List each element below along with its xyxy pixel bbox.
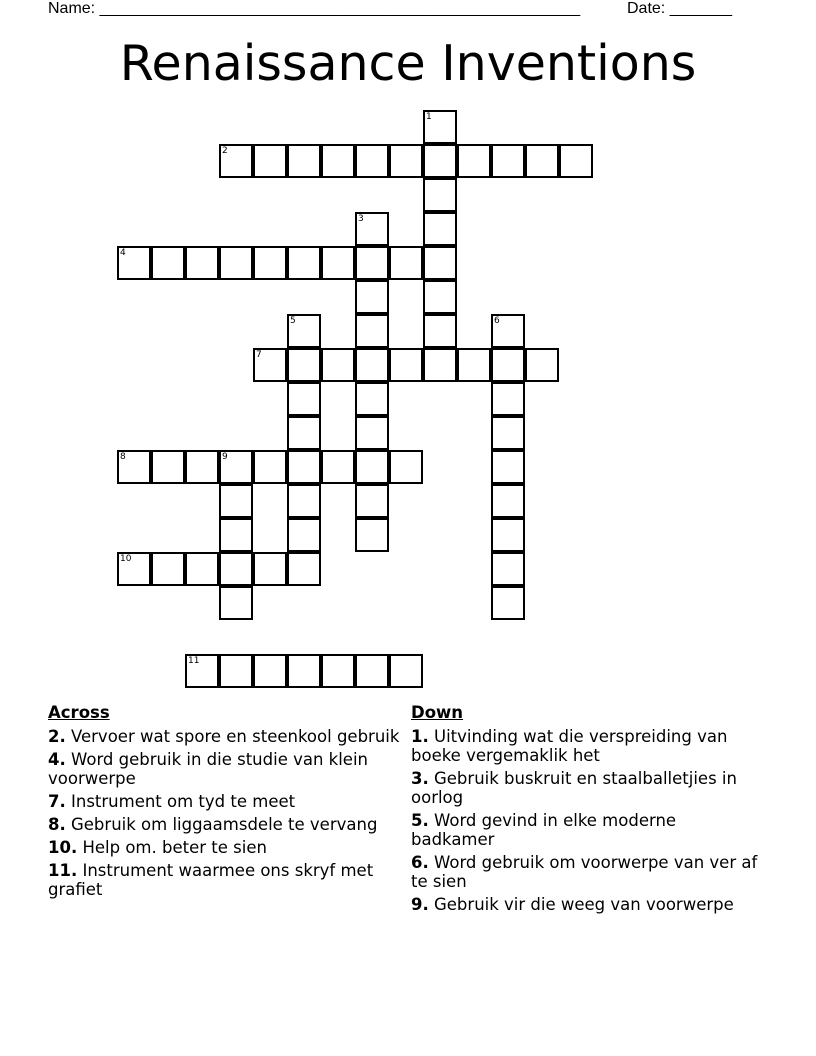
grid-cell[interactable] bbox=[423, 348, 457, 382]
across-heading: Across bbox=[48, 703, 110, 722]
grid-cell[interactable] bbox=[491, 484, 525, 518]
grid-cell[interactable] bbox=[355, 450, 389, 484]
clue-text: Gebruik buskruit en staalballetjies in oorlog bbox=[411, 769, 737, 807]
grid-cell[interactable] bbox=[321, 144, 355, 178]
cell-number: 7 bbox=[256, 350, 262, 360]
grid-cell[interactable] bbox=[287, 246, 321, 280]
grid-cell[interactable] bbox=[117, 450, 151, 484]
grid-cell[interactable] bbox=[287, 552, 321, 586]
cell-number: 3 bbox=[358, 214, 364, 224]
grid-cell[interactable] bbox=[185, 654, 219, 688]
across-clues bbox=[48, 703, 400, 903]
grid-cell[interactable] bbox=[219, 518, 253, 552]
across-clue bbox=[48, 815, 400, 834]
grid-cell[interactable] bbox=[559, 144, 593, 178]
grid-cell[interactable] bbox=[423, 280, 457, 314]
down-clue bbox=[411, 895, 761, 914]
clue-text: Gebruik vir die weeg van voorwerpe bbox=[428, 895, 734, 914]
grid-cell[interactable] bbox=[185, 246, 219, 280]
grid-cell[interactable] bbox=[117, 552, 151, 586]
down-clue bbox=[411, 769, 761, 807]
grid-cell[interactable] bbox=[355, 246, 389, 280]
grid-cell[interactable] bbox=[287, 144, 321, 178]
grid-cell[interactable] bbox=[253, 450, 287, 484]
grid-cell[interactable] bbox=[389, 654, 423, 688]
clue-number: 10. bbox=[48, 838, 78, 857]
cell-number: 10 bbox=[120, 554, 132, 564]
grid-cell[interactable] bbox=[287, 416, 321, 450]
grid-cell[interactable] bbox=[355, 484, 389, 518]
grid-cell[interactable] bbox=[491, 552, 525, 586]
across-clue bbox=[48, 727, 400, 746]
clue-number: 11. bbox=[48, 861, 78, 880]
grid-cell[interactable] bbox=[423, 314, 457, 348]
grid-cell[interactable] bbox=[219, 450, 253, 484]
grid-cell[interactable] bbox=[287, 314, 321, 348]
grid-cell[interactable] bbox=[185, 450, 219, 484]
grid-cell[interactable] bbox=[287, 450, 321, 484]
grid-cell[interactable] bbox=[219, 552, 253, 586]
grid-cell[interactable] bbox=[491, 450, 525, 484]
grid-cell[interactable] bbox=[491, 416, 525, 450]
puzzle-title: Renaissance Inventions bbox=[119, 35, 697, 92]
clue-text: Word gebruik in die studie van klein voorwerpe bbox=[48, 750, 369, 788]
grid-cell[interactable] bbox=[457, 144, 491, 178]
grid-cell[interactable] bbox=[287, 518, 321, 552]
clue-number: 8. bbox=[48, 815, 66, 834]
clue-number: 1. bbox=[411, 727, 429, 746]
grid-cell[interactable] bbox=[355, 144, 389, 178]
across-clue-list bbox=[48, 727, 400, 899]
across-clue bbox=[48, 861, 400, 899]
date-field: Date: _______ bbox=[627, 0, 732, 17]
clue-text: Instrument waarmee ons skryf met grafiet bbox=[48, 861, 374, 899]
clue-text: Help om. beter te sien bbox=[77, 838, 267, 857]
grid-cell[interactable] bbox=[457, 348, 491, 382]
grid-cell[interactable] bbox=[253, 654, 287, 688]
clue-number: 9. bbox=[411, 895, 429, 914]
cell-number: 1 bbox=[426, 112, 432, 122]
grid-cell[interactable] bbox=[423, 178, 457, 212]
grid-cell[interactable] bbox=[253, 246, 287, 280]
cell-number: 8 bbox=[120, 452, 126, 462]
cell-number: 2 bbox=[222, 146, 228, 156]
grid-cell[interactable] bbox=[151, 246, 185, 280]
grid-cell[interactable] bbox=[253, 144, 287, 178]
grid-cell[interactable] bbox=[355, 654, 389, 688]
grid-cell[interactable] bbox=[491, 382, 525, 416]
grid-cell[interactable] bbox=[321, 348, 355, 382]
clue-number: 4. bbox=[48, 750, 66, 769]
grid-cell[interactable] bbox=[491, 144, 525, 178]
grid-cell[interactable] bbox=[321, 246, 355, 280]
clue-number: 7. bbox=[48, 792, 66, 811]
grid-cell[interactable] bbox=[355, 416, 389, 450]
grid-cell[interactable] bbox=[389, 348, 423, 382]
grid-cell[interactable] bbox=[355, 280, 389, 314]
cell-number: 9 bbox=[222, 452, 228, 462]
down-clue bbox=[411, 811, 761, 849]
across-clue bbox=[48, 838, 400, 857]
grid-cell[interactable] bbox=[185, 552, 219, 586]
grid-cell[interactable] bbox=[491, 518, 525, 552]
grid-cell[interactable] bbox=[355, 382, 389, 416]
grid-cell[interactable] bbox=[389, 450, 423, 484]
grid-cell[interactable] bbox=[287, 382, 321, 416]
grid-cell[interactable] bbox=[423, 144, 457, 178]
cell-number: 5 bbox=[290, 316, 296, 326]
grid-cell[interactable] bbox=[287, 484, 321, 518]
grid-cell[interactable] bbox=[321, 450, 355, 484]
clue-text: Uitvinding wat die verspreiding van boeke vergemaklik het bbox=[411, 727, 728, 765]
down-clues bbox=[411, 703, 761, 918]
grid-cell[interactable] bbox=[389, 144, 423, 178]
cell-number: 11 bbox=[188, 656, 200, 666]
grid-cell[interactable] bbox=[253, 348, 287, 382]
clue-text: Word gebruik om voorwerpe van ver af te sien bbox=[411, 853, 758, 891]
down-clue bbox=[411, 727, 761, 765]
across-clue bbox=[48, 792, 400, 811]
clue-number: 3. bbox=[411, 769, 429, 788]
grid-cell[interactable] bbox=[117, 246, 151, 280]
grid-cell[interactable] bbox=[525, 144, 559, 178]
grid-cell[interactable] bbox=[491, 348, 525, 382]
grid-cell[interactable] bbox=[355, 518, 389, 552]
grid-cell[interactable] bbox=[287, 654, 321, 688]
clue-text: Instrument om tyd te meet bbox=[65, 792, 296, 811]
cell-number: 6 bbox=[494, 316, 500, 326]
down-clue-list bbox=[411, 727, 761, 914]
grid-cell[interactable] bbox=[355, 212, 389, 246]
grid-cell[interactable] bbox=[219, 586, 253, 620]
clue-number: 5. bbox=[411, 811, 429, 830]
grid-cell[interactable] bbox=[355, 348, 389, 382]
grid-cell[interactable] bbox=[219, 144, 253, 178]
grid-cell[interactable] bbox=[287, 348, 321, 382]
grid-cell[interactable] bbox=[355, 314, 389, 348]
across-clue bbox=[48, 750, 400, 788]
grid-cell[interactable] bbox=[253, 552, 287, 586]
grid-cell[interactable] bbox=[151, 450, 185, 484]
cell-number: 4 bbox=[120, 248, 126, 258]
clue-text: Vervoer wat spore en steenkool gebruik bbox=[65, 727, 400, 746]
grid-cell[interactable] bbox=[491, 314, 525, 348]
grid-cell[interactable] bbox=[423, 212, 457, 246]
name-field: Name: ______________________________________________________ bbox=[48, 0, 581, 17]
grid-cell[interactable] bbox=[491, 586, 525, 620]
grid-cell[interactable] bbox=[423, 110, 457, 144]
clue-text: Word gevind in elke moderne badkamer bbox=[411, 811, 677, 849]
clue-number: 2. bbox=[48, 727, 66, 746]
down-clue bbox=[411, 853, 761, 891]
grid-cell[interactable] bbox=[219, 246, 253, 280]
grid-cell[interactable] bbox=[321, 654, 355, 688]
down-heading: Down bbox=[411, 703, 464, 722]
clue-number: 6. bbox=[411, 853, 429, 872]
grid-cell[interactable] bbox=[389, 246, 423, 280]
grid-cell[interactable] bbox=[525, 348, 559, 382]
grid-cell[interactable] bbox=[219, 654, 253, 688]
grid-cell[interactable] bbox=[423, 246, 457, 280]
grid-cell[interactable] bbox=[219, 484, 253, 518]
grid-cell[interactable] bbox=[151, 552, 185, 586]
clue-text: Gebruik om liggaamsdele te vervang bbox=[65, 815, 378, 834]
